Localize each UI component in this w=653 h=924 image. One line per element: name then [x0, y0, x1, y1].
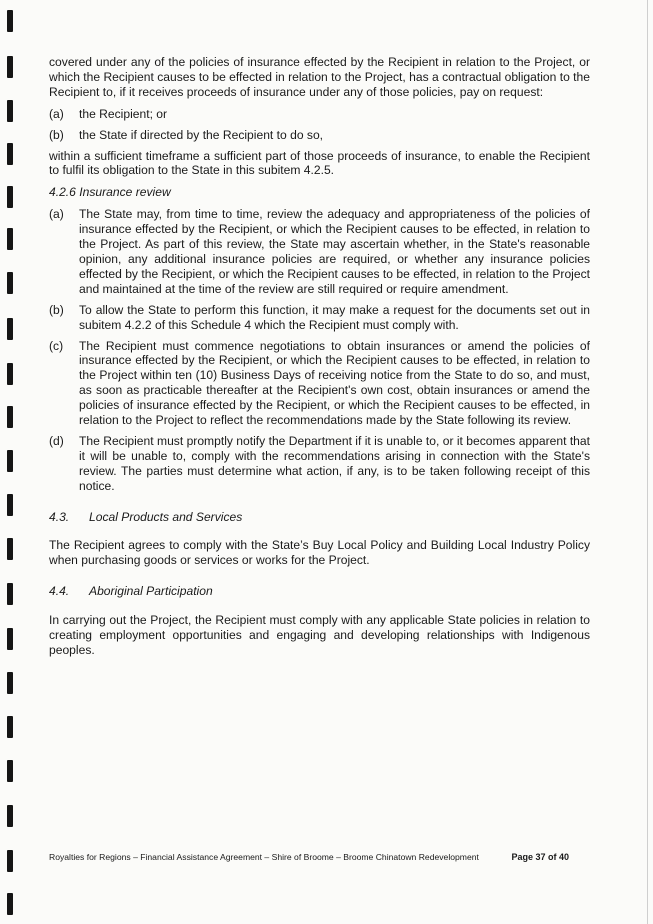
binding-mark — [7, 716, 13, 738]
binding-mark — [7, 628, 13, 650]
item-text: The Recipient must promptly notify the Department if it is unable to, or it becomes apparent that it will be unable to, comply with the recommendations arising in connection with the State's review. The parties must determine what action, if any, is to be taken following receipt of this notice. — [79, 433, 590, 493]
binding-mark — [7, 10, 13, 32]
section-title: Aboriginal Participation — [89, 584, 213, 599]
binding-holes — [5, 0, 15, 924]
section-heading-4-4 — [49, 584, 590, 599]
binding-mark — [7, 850, 13, 872]
section-4-3-text: The Recipient agrees to comply with the State’s Buy Local Policy and Building Local Industry Policy when purchasing goods or services or works for the Project. — [49, 538, 590, 568]
item-text: the State if directed by the Recipient to do so, — [79, 127, 324, 142]
binding-mark — [7, 672, 13, 694]
binding-mark — [7, 318, 13, 340]
item-label: (b) — [49, 127, 64, 142]
item-text: The State may, from time to time, review the adequacy and appropriateness of the policies of insurance effected by the Recipient, or which the Recipient causes to be effected, in relation to the Project. As part of this review, the State may ascertain whether, in the State's reasonable opinion, any additional insurance policies are required, or whether any insurance policies effected by the Recipient, or which the Recipient causes to be effected, in relation to the Project and maintained at the time of the review are still required or require amendment. — [79, 207, 590, 296]
binding-mark — [7, 494, 13, 516]
binding-mark — [7, 893, 13, 915]
section-4-4-text: In carrying out the Project, the Recipient must comply with any applicable State policies in relation to creating employment opportunities and engaging and developing relationships with Indigenous peoples. — [49, 613, 590, 657]
intro-item-b — [49, 128, 590, 143]
binding-mark — [7, 363, 13, 385]
section-title: Local Products and Services — [89, 509, 243, 524]
binding-mark — [7, 100, 13, 122]
within-paragraph: within a sufficient timeframe a sufficient part of those proceeds of insurance, to enable the Recipient to fulfil its obligation to the State in this subitem 4.2.5. — [49, 148, 590, 178]
page-footer — [49, 852, 569, 862]
review-item-c — [49, 339, 590, 428]
binding-mark — [7, 450, 13, 472]
review-item-a — [49, 207, 590, 296]
section-number: 4.4. — [49, 584, 70, 599]
binding-mark — [7, 583, 13, 605]
item-label: (a) — [49, 207, 64, 222]
page-edge — [647, 0, 648, 924]
binding-mark — [7, 406, 13, 428]
binding-mark — [7, 56, 13, 78]
binding-mark — [7, 805, 13, 827]
binding-mark — [7, 186, 13, 208]
intro-item-a — [49, 107, 590, 122]
item-label: (a) — [49, 106, 64, 121]
footer-title: Royalties for Regions – Financial Assistance Agreement – Shire of Broome – Broome Chinatown Redevelopment — [49, 852, 479, 862]
binding-mark — [7, 228, 13, 250]
page-number: Page 37 of 40 — [511, 852, 569, 862]
item-label: (c) — [49, 338, 64, 353]
item-label: (b) — [49, 302, 64, 317]
review-item-d — [49, 434, 590, 494]
document-body — [49, 55, 590, 665]
item-label: (d) — [49, 433, 64, 448]
item-text: The Recipient must commence negotiations to obtain insurances or amend the policies of insurance effected by the Recipient, or which the Recipient causes to be effected, in relation to the Project within ten (10) Business Days of receiving notice from the State to do so, and must, as soon as practicable thereafter at the Recipient's own cost, obtain insurances or amend the policies of insurance effected by the Recipient, or which the Recipient causes to be effected, in relation to the Project to reflect the recommendations made by the State following its review. — [79, 338, 590, 428]
binding-mark — [7, 143, 13, 165]
binding-mark — [7, 272, 13, 294]
item-text: the Recipient; or — [79, 106, 168, 121]
section-number: 4.3. — [49, 509, 70, 524]
intro-paragraph: covered under any of the policies of insurance effected by the Recipient in relation to the Project, or which the Recipient causes to be effected in relation to the Project, has a contractual obligation to the Recipient to, if it receives proceeds of insurance under any of those policies, pay on request: — [49, 55, 590, 99]
review-item-b — [49, 303, 590, 333]
section-heading-4-3 — [49, 510, 590, 525]
binding-mark — [7, 538, 13, 560]
subsection-heading: 4.2.6 Insurance review — [49, 185, 171, 200]
item-text: To allow the State to perform this function, it may make a request for the documents set out in subitem 4.2.2 of this Schedule 4 which the Recipient must comply with. — [79, 302, 590, 332]
binding-mark — [7, 760, 13, 782]
